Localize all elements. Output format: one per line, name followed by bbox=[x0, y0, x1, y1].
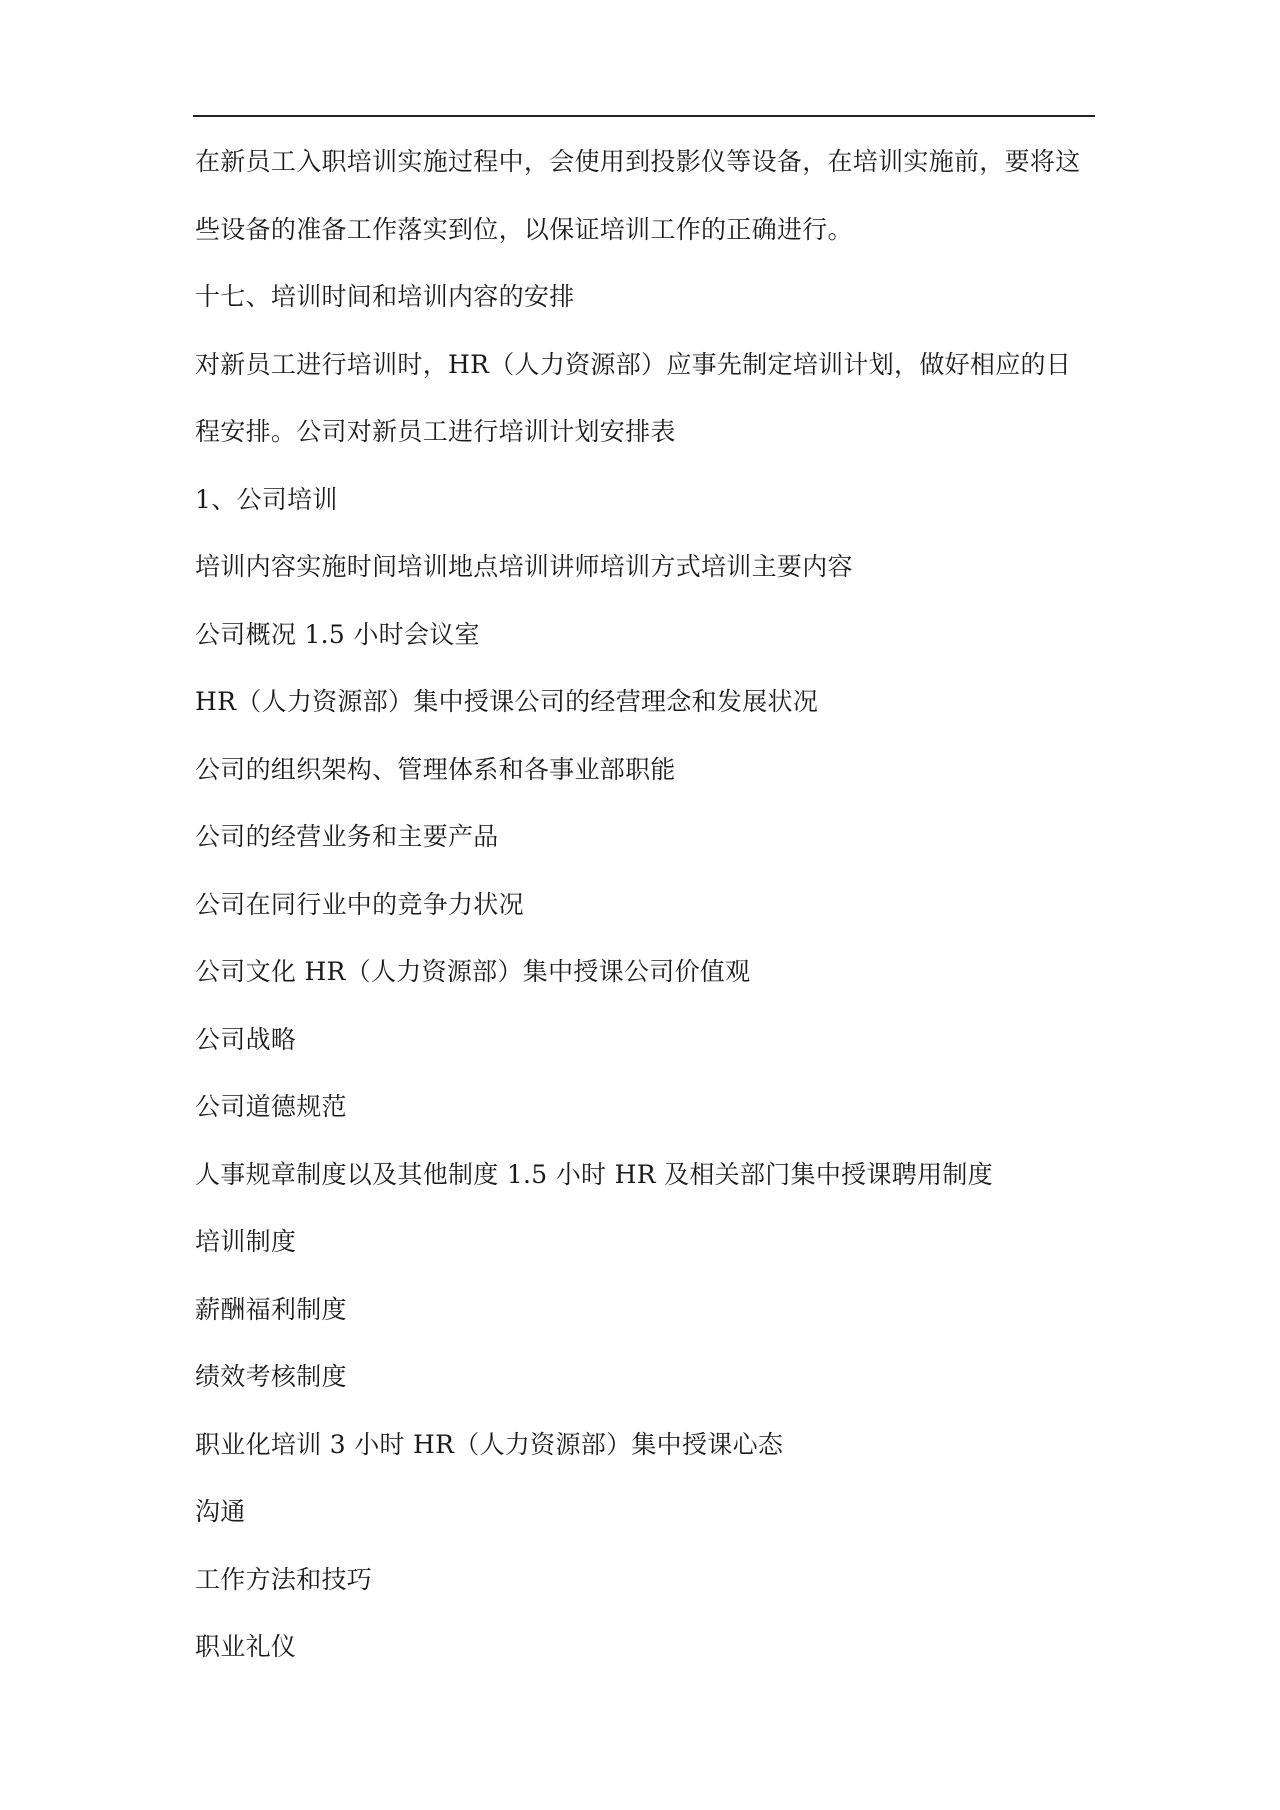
table-text-line: 绩效考核制度 bbox=[195, 1362, 347, 1391]
table-text-line: 公司道德规范 bbox=[195, 1092, 347, 1121]
table-text-line: 公司的经营业务和主要产品 bbox=[195, 822, 499, 851]
subsection-heading: 1、公司培训 bbox=[195, 484, 338, 514]
table-text-line: 沟通 bbox=[195, 1497, 246, 1526]
paragraph-line: 对新员工进行培训时，HR（人力资源部）应事先制定培训计划，做好相应的日 bbox=[195, 349, 1072, 379]
table-text-line: 公司战略 bbox=[195, 1024, 297, 1054]
table-text-line: 公司的组织架构、管理体系和各事业部职能 bbox=[195, 754, 676, 784]
table-text-line: 职业礼仪 bbox=[195, 1632, 297, 1661]
document-body bbox=[195, 128, 1095, 1681]
table-text-line: 公司概况 1.5 小时会议室 bbox=[195, 619, 480, 649]
table-text-line: 工作方法和技巧 bbox=[195, 1564, 373, 1594]
paragraph-line: 程安排。公司对新员工进行培训计划安排表 bbox=[195, 417, 676, 446]
table-text-line: 薪酬福利制度 bbox=[195, 1294, 347, 1324]
paragraph-line: 些设备的准备工作落实到位，以保证培训工作的正确进行。 bbox=[195, 214, 853, 244]
table-text-line: 培训制度 bbox=[195, 1227, 297, 1256]
table-text-line: 职业化培训 3 小时 HR（人力资源部）集中授课心态 bbox=[195, 1429, 784, 1459]
table-text-line: 人事规章制度以及其他制度 1.5 小时 HR 及相关部门集中授课聘用制度 bbox=[195, 1159, 993, 1189]
table-text-line: 公司在同行业中的竞争力状况 bbox=[195, 889, 524, 919]
section-heading: 十七、培训时间和培训内容的安排 bbox=[195, 282, 575, 311]
table-text-line: HR（人力资源部）集中授课公司的经营理念和发展状况 bbox=[195, 687, 819, 716]
header-rule bbox=[193, 115, 1095, 117]
table-header-line: 培训内容实施时间培训地点培训讲师培训方式培训主要内容 bbox=[195, 552, 853, 581]
table-text-line: 公司文化 HR（人力资源部）集中授课公司价值观 bbox=[195, 957, 751, 986]
paragraph-line: 在新员工入职培训实施过程中，会使用到投影仪等设备，在培训实施前，要将这 bbox=[195, 147, 1081, 176]
